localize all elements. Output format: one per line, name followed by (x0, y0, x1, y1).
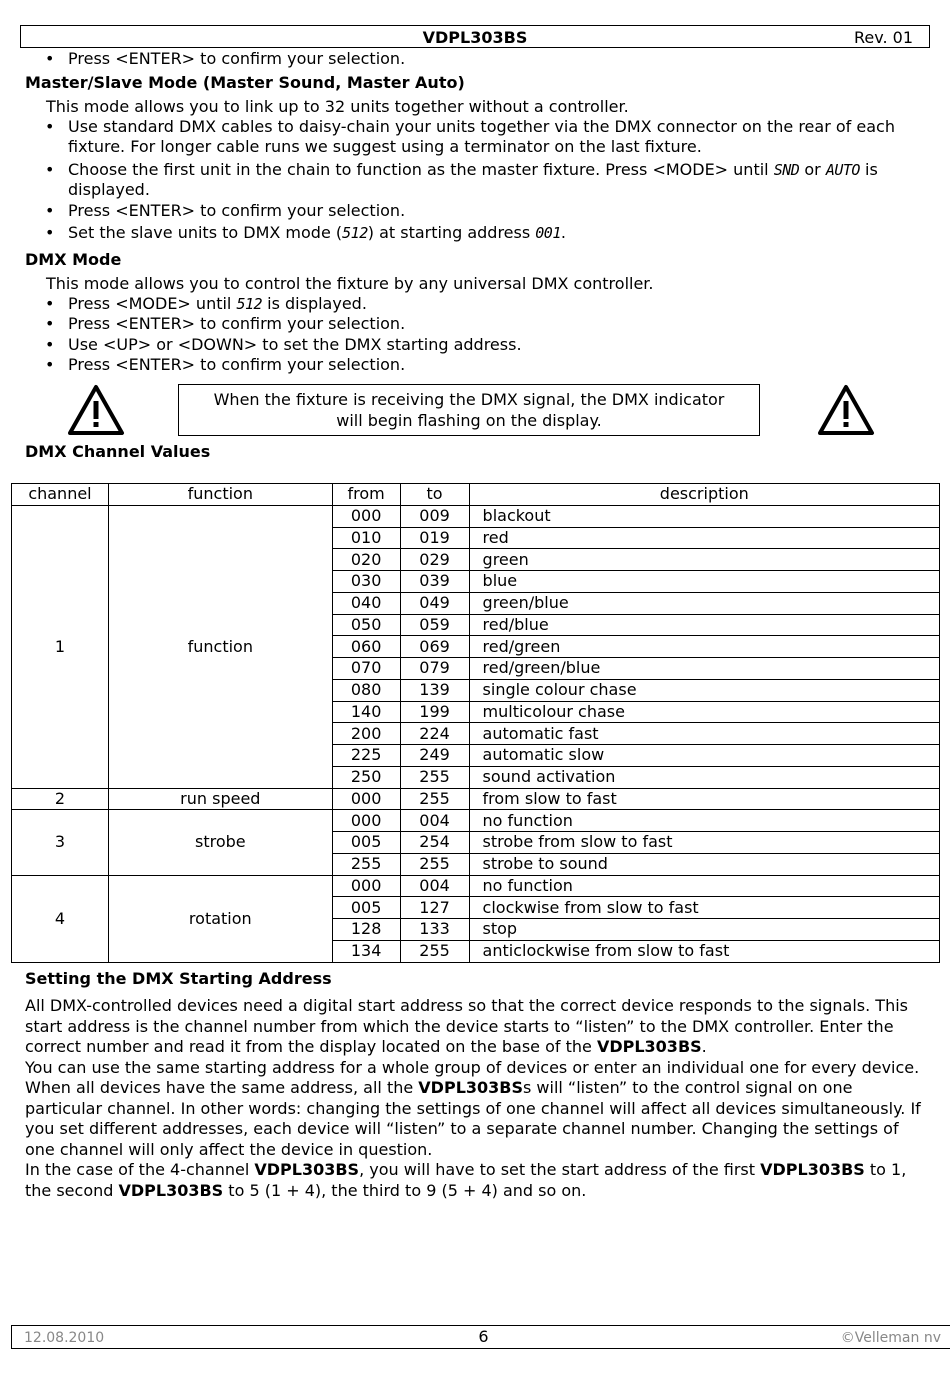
table-row (12, 505, 940, 527)
text: s will “listen” to the control signal on one particular channel. In other words: changing the settings of one channel will affect all devices simultaneously. If you set different addresses, each device will “listen” to a separate channel number. Changing the settings of one channel will only affect the device in question. (25, 1078, 921, 1159)
paragraph: This mode allows you to link up to 32 units together without a controller. (46, 96, 629, 116)
section-heading-start-address: Setting the DMX Starting Address (25, 969, 332, 988)
to-cell: 139 (400, 679, 469, 701)
from-cell: 080 (332, 679, 400, 701)
description-cell: green/blue (469, 592, 939, 614)
list-item (25, 294, 925, 315)
display-code-512: 512 (342, 224, 368, 242)
text: . (701, 1037, 707, 1056)
to-cell: 254 (400, 832, 469, 854)
description-cell: automatic slow (469, 745, 939, 767)
text: , you will have to set the start address of the first (359, 1160, 761, 1179)
from-cell: 134 (332, 940, 400, 962)
warning-row (25, 384, 925, 439)
table-row (12, 788, 940, 810)
column-header-from: from (332, 484, 400, 506)
description-cell: blue (469, 571, 939, 593)
description-cell: strobe from slow to fast (469, 832, 939, 854)
to-cell: 255 (400, 766, 469, 788)
column-header-description: description (469, 484, 939, 506)
from-cell: 000 (332, 505, 400, 527)
from-cell: 128 (332, 919, 400, 941)
description-cell: blackout (469, 505, 939, 527)
text: or (799, 159, 826, 179)
function-cell: strobe (108, 810, 332, 875)
to-cell: 049 (400, 592, 469, 614)
to-cell: 199 (400, 701, 469, 723)
description-cell: no function (469, 810, 939, 832)
model-name: VDPL303BS (596, 1037, 702, 1056)
to-cell: 019 (400, 527, 469, 549)
description-cell: no function (469, 875, 939, 897)
display-code-001: 001 (535, 224, 561, 242)
to-cell: 029 (400, 549, 469, 571)
text: Choose the first unit in the chain to function as the master fixture. Press <MODE> until (68, 159, 774, 179)
channel-cell: 4 (12, 875, 109, 962)
from-cell: 000 (332, 788, 400, 810)
column-header-to: to (400, 484, 469, 506)
from-cell: 225 (332, 745, 400, 767)
paragraph (25, 996, 925, 1058)
paragraph (25, 1078, 925, 1160)
revision-label: Rev. 01 (854, 28, 913, 47)
text: is displayed. (262, 293, 367, 313)
footer-copyright: ©Velleman nv (840, 1330, 941, 1346)
description-cell: red/green/blue (469, 658, 939, 680)
to-cell: 059 (400, 614, 469, 636)
main-content (25, 49, 925, 463)
from-cell: 000 (332, 875, 400, 897)
from-cell: 200 (332, 723, 400, 745)
text: ) at starting address (367, 223, 536, 242)
text: In the case of the 4-channel (25, 1160, 255, 1179)
list-item: • Press <ENTER> to confirm your selection. (25, 355, 925, 376)
to-cell: 009 (400, 505, 469, 527)
to-cell: 249 (400, 745, 469, 767)
description-cell: multicolour chase (469, 701, 939, 723)
column-header-function: function (108, 484, 332, 506)
description-cell: anticlockwise from slow to fast (469, 940, 939, 962)
description-cell: green (469, 549, 939, 571)
from-cell: 040 (332, 592, 400, 614)
function-cell: run speed (108, 788, 332, 810)
list-item (25, 223, 925, 244)
display-code-auto: AUTO (825, 160, 860, 179)
from-cell: 020 (332, 549, 400, 571)
function-cell: rotation (108, 875, 332, 962)
description-cell: red (469, 527, 939, 549)
section-heading-master-slave: Master/Slave Mode (Master Sound, Master Auto) (25, 72, 465, 92)
from-cell: 005 (332, 897, 400, 919)
start-address-section (25, 967, 925, 1201)
from-cell: 030 (332, 571, 400, 593)
from-cell: 005 (332, 832, 400, 854)
channel-cell: 1 (12, 505, 109, 788)
table-header-row (12, 484, 940, 506)
model-name: VDPL303BS (760, 1160, 865, 1179)
paragraph: This mode allows you to control the fixture by any universal DMX controller. (46, 273, 654, 293)
list-item: • Press <ENTER> to confirm your selection. (25, 201, 925, 222)
to-cell: 004 (400, 875, 469, 897)
list-item: • Use standard DMX cables to daisy-chain your units together via the DMX connector on the rear of each fixture. For longer cable runs we suggest using a terminator on the last fixture. (25, 117, 925, 158)
from-cell: 010 (332, 527, 400, 549)
to-cell: 255 (400, 940, 469, 962)
to-cell: 127 (400, 897, 469, 919)
description-cell: strobe to sound (469, 853, 939, 875)
table-row (12, 875, 940, 897)
text: Press <MODE> until (68, 293, 237, 313)
page-footer (11, 1325, 950, 1349)
table-row (12, 810, 940, 832)
document-title: VDPL303BS (422, 28, 528, 47)
warning-text-line: will begin flashing on the display. (336, 410, 602, 430)
model-name: VDPL303BS (418, 1078, 523, 1097)
description-cell: from slow to fast (469, 788, 939, 810)
description-cell: automatic fast (469, 723, 939, 745)
to-cell: 255 (400, 788, 469, 810)
page-number: 6 (478, 1327, 489, 1346)
section-heading-channel-values: DMX Channel Values (25, 441, 211, 461)
channel-cell: 3 (12, 810, 109, 875)
text: Set the slave units to DMX mode ( (68, 223, 343, 242)
model-name: VDPL303BS (254, 1160, 360, 1179)
paragraph (25, 1160, 925, 1201)
from-cell: 060 (332, 636, 400, 658)
from-cell: 140 (332, 701, 400, 723)
list-item: • Use <UP> or <DOWN> to set the DMX starting address. (25, 335, 925, 356)
paragraph: You can use the same starting address for a whole group of devices or enter an individual one for every device. (25, 1057, 920, 1077)
page-header (20, 25, 930, 48)
list-item: • Press <ENTER> to confirm your selection. (25, 49, 925, 70)
to-cell: 255 (400, 853, 469, 875)
to-cell: 224 (400, 723, 469, 745)
list-item: • Press <ENTER> to confirm your selection. (25, 314, 925, 335)
to-cell: 079 (400, 658, 469, 680)
to-cell: 039 (400, 571, 469, 593)
warning-text-line: When the fixture is receiving the DMX signal, the DMX indicator (213, 389, 725, 409)
warning-icon (67, 384, 125, 436)
section-heading-dmx-mode: DMX Mode (25, 249, 122, 269)
from-cell: 070 (332, 658, 400, 680)
from-cell: 255 (332, 853, 400, 875)
warning-note (178, 384, 760, 436)
description-cell: stop (469, 919, 939, 941)
display-code-512: 512 (236, 294, 263, 313)
from-cell: 000 (332, 810, 400, 832)
description-cell: sound activation (469, 766, 939, 788)
to-cell: 069 (400, 636, 469, 658)
text: to 1, the second (25, 1160, 907, 1200)
to-cell: 133 (400, 919, 469, 941)
description-cell: clockwise from slow to fast (469, 897, 939, 919)
description-cell: single colour chase (469, 679, 939, 701)
function-cell: function (108, 505, 332, 788)
text: When all devices have the same address, all the (25, 1078, 419, 1097)
to-cell: 004 (400, 810, 469, 832)
warning-icon (817, 384, 875, 436)
master-slave-list (25, 117, 925, 244)
column-header-channel: channel (12, 484, 109, 506)
text: . (560, 223, 566, 242)
footer-date: 12.08.2010 (24, 1330, 105, 1346)
description-cell: red/blue (469, 614, 939, 636)
model-name: VDPL303BS (118, 1180, 224, 1200)
display-code-snd: SND (773, 160, 800, 179)
top-bullet-list (25, 49, 925, 70)
from-cell: 050 (332, 614, 400, 636)
channel-cell: 2 (12, 788, 109, 810)
text: to 5 (1 + 4), the third to 9 (5 + 4) and so on. (223, 1180, 587, 1200)
list-item (25, 160, 925, 201)
description-cell: red/green (469, 636, 939, 658)
text: All DMX-controlled devices need a digital start address so that the correct device responds to the signals. This start address is the channel number from which the device starts to “listen” to the DMX controller. Enter the correct number and read it from the display located on the base of the (25, 996, 908, 1056)
from-cell: 250 (332, 766, 400, 788)
dmx-channel-table (11, 483, 940, 963)
dmx-mode-list (25, 294, 925, 376)
text: is displayed. (68, 159, 878, 199)
